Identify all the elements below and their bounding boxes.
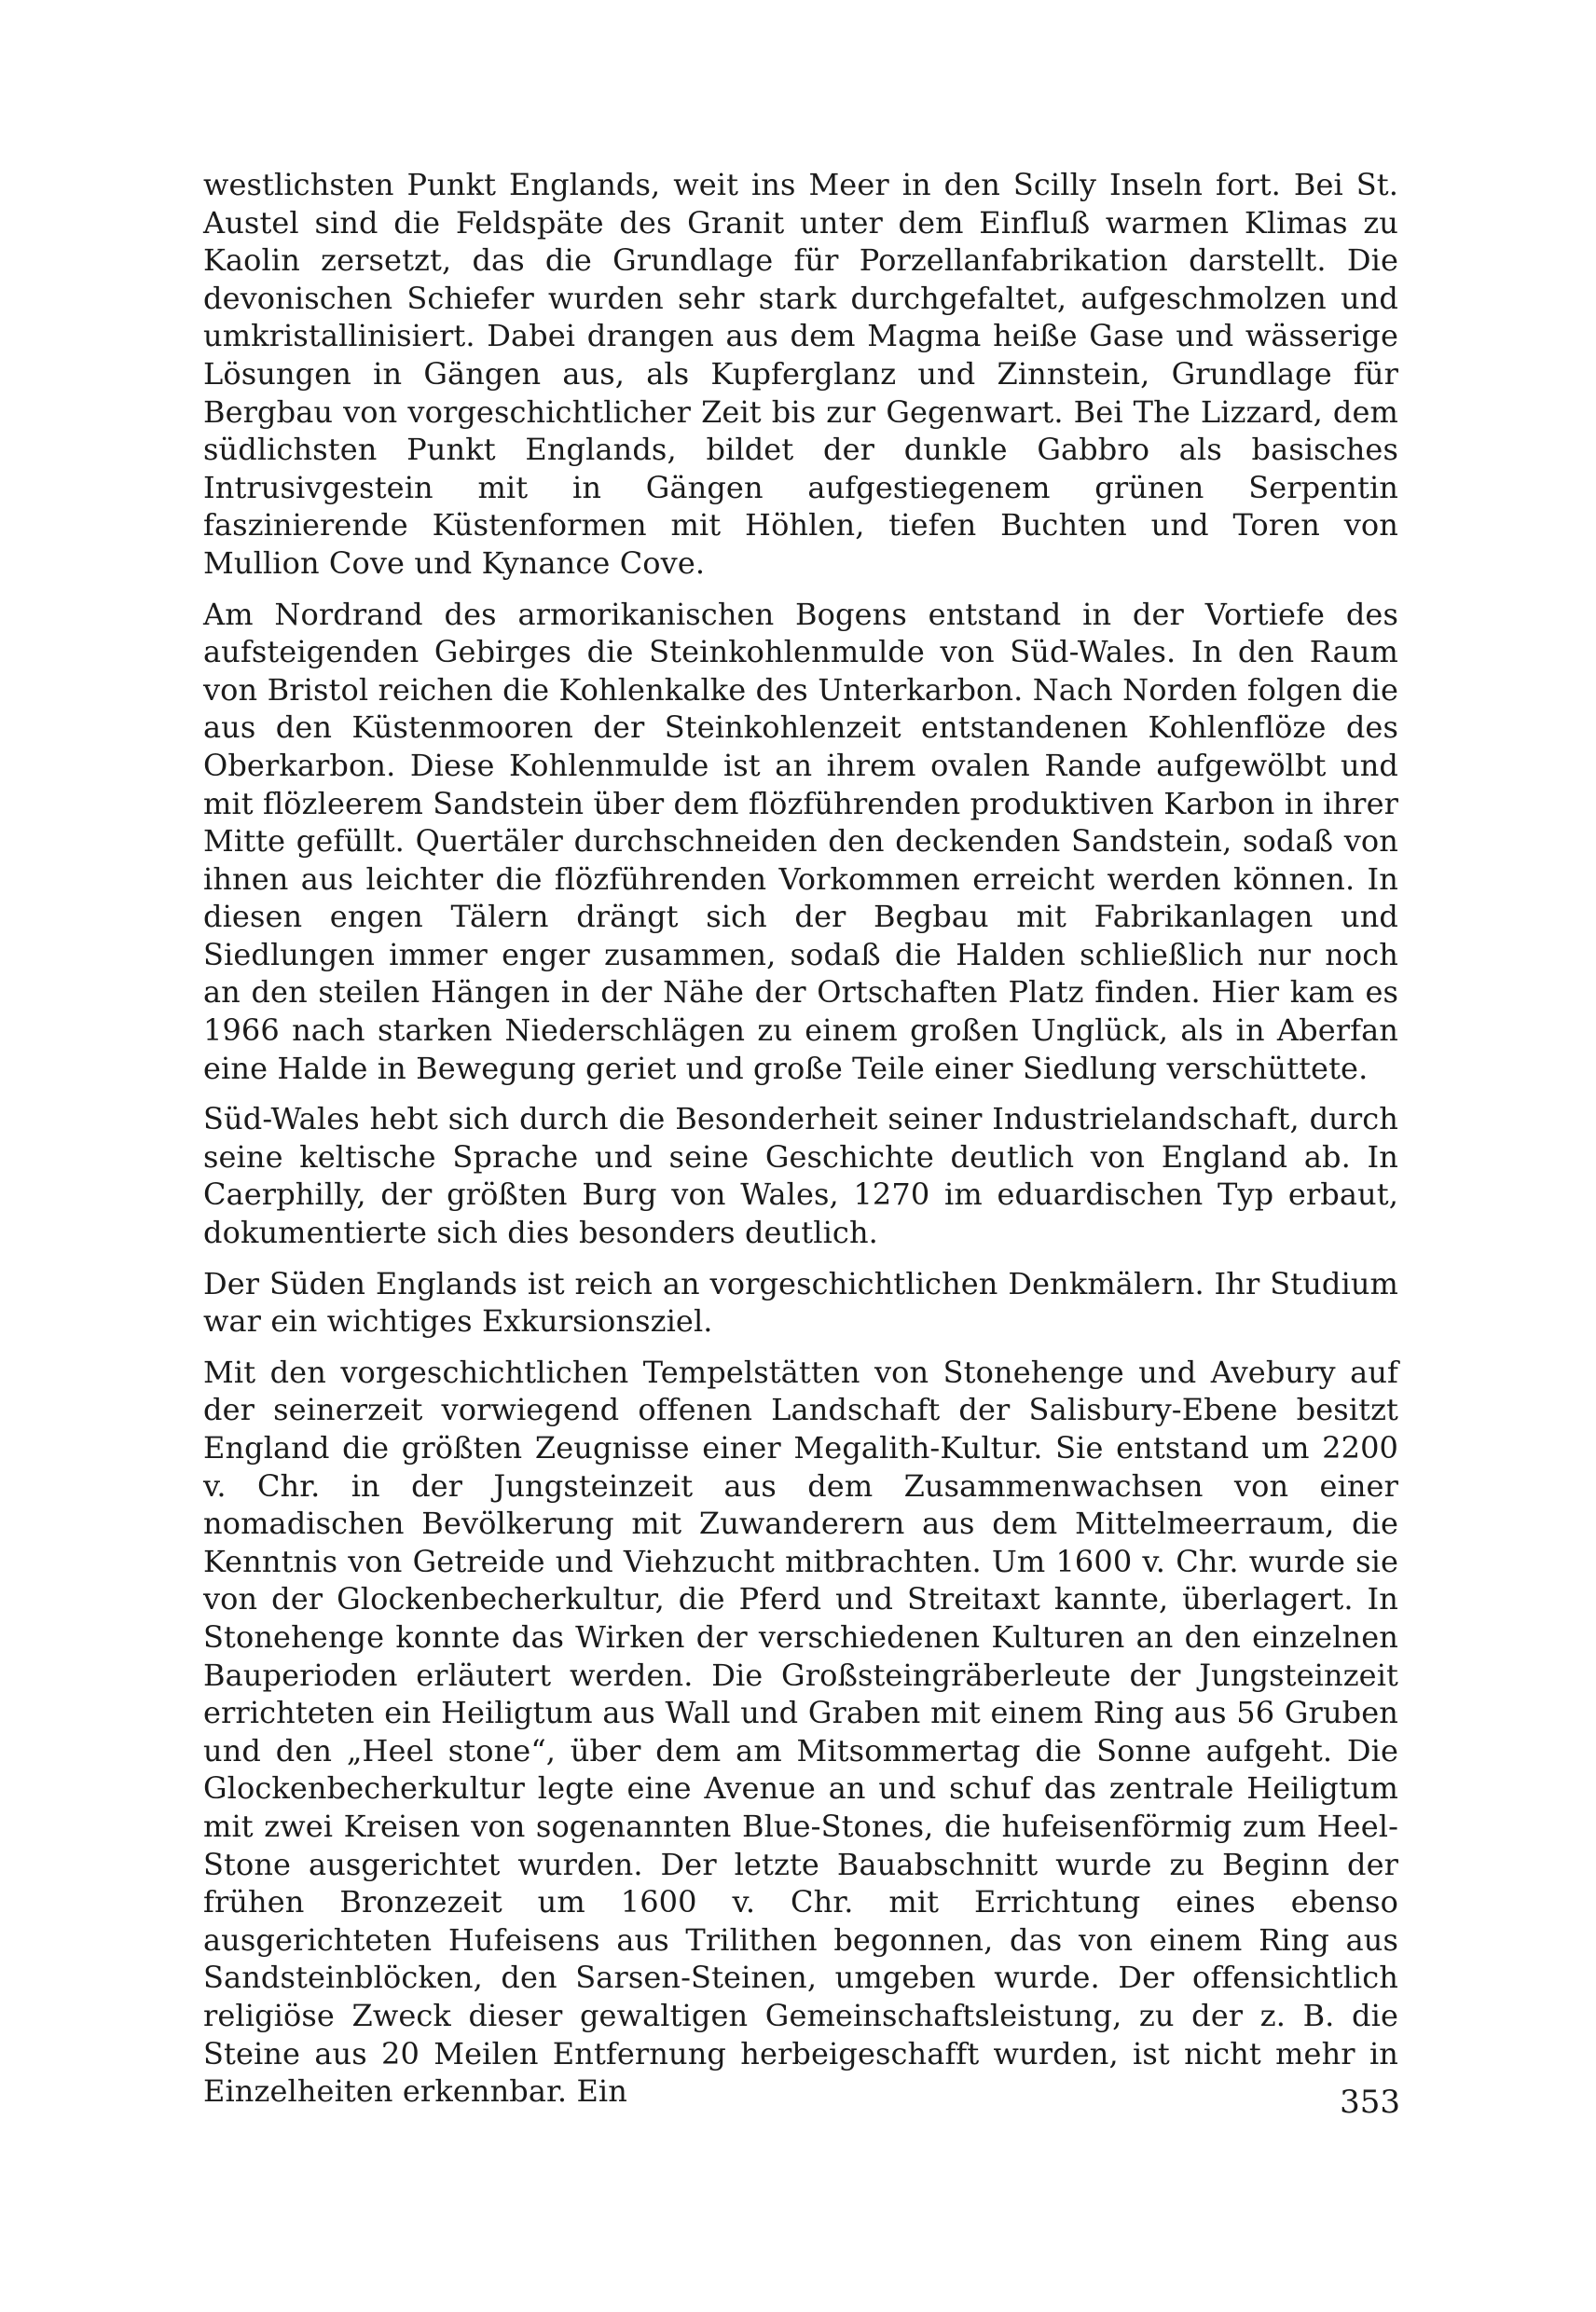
page-number: 353 [1340,2084,1400,2121]
paragraph-south-wales-culture: Süd-Wales hebt sich durch die Besonderheit seiner Industrielandschaft, durch seine keltische Sprache und seine Geschichte deutlich von England ab. In Caerphilly, der größten Burg von Wales, 1270 im eduardischen Typ erbaut, dokumentierte sich dies besonders deutlich. [203,1101,1398,1251]
paragraph-stonehenge: Mit den vorgeschichtlichen Tempelstätten von Stonehenge und Avebury auf der seinerzeit vorwiegend offenen Landschaft der Salisbury-Ebene besitzt England die größten Zeugnisse einer Megalith-Kultur. Sie entstand um 2200 v. Chr. in der Jungsteinzeit aus dem Zusammenwachsen von einer nomadischen Bevölkerung mit Zuwanderern aus dem Mittelmeerraum, die Kenntnis von Getreide und Viehzucht mitbrachten. Um 1600 v. Chr. wurde sie von der Glockenbecherkultur, die Pferd und Streitaxt kannte, überlagert. In Stonehenge konnte das Wirken der verschiedenen Kulturen an den einzelnen Bauperioden erläutert werden. Die Großsteingräberleute der Jungsteinzeit errichteten ein Heiligtum aus Wall und Graben mit einem Ring aus 56 Gruben und den „Heel stone“, über dem am Mitsommertag die Sonne aufgeht. Die Glockenbecherkultur legte eine Avenue an und schuf das zentrale Heiligtum mit zwei Kreisen von sogenannten Blue-Stones, die hufeisenförmig zum Heel-Stone ausgerichtet wurden. Der letzte Bauabschnitt wurde zu Beginn der frühen Bronzezeit um 1600 v. Chr. mit Errichtung eines ebenso ausgerichteten Hufeisens aus Trilithen begonnen, das von einem Ring aus Sandsteinblöcken, den Sarsen-Steinen, umgeben wurde. Der offensichtlich religiöse Zweck dieser gewaltigen Gemeinschaftsleistung, zu der z. B. die Steine aus 20 Meilen Entfernung herbeigeschafft wurden, ist nicht mehr in Einzelheiten erkennbar. Ein [203,1354,1398,2110]
paragraph-southern-monuments: Der Süden Englands ist reich an vorgeschichtlichen Denkmälern. Ihr Studium war ein wichtiges Exkursionsziel. [203,1265,1398,1340]
body-text [203,166,1398,2111]
paragraph-south-wales-coal: Am Nordrand des armorikanischen Bogens entstand in der Vortiefe des aufsteigenden Gebirges die Steinkohlenmulde von Süd-Wales. In den Raum von Bristol reichen die Kohlenkalke des Unterkarbon. Nach Norden folgen die aus den Küstenmooren der Steinkohlenzeit entstandenen Kohlenflöze des Oberkarbon. Diese Kohlenmulde ist an ihrem ovalen Rande aufgewölbt und mit flözleerem Sandstein über dem flözführenden produktiven Karbon in ihrer Mitte gefüllt. Quertäler durchschneiden den deckenden Sandstein, sodaß von ihnen aus leichter die flözführenden Vorkommen erreicht werden können. In diesen engen Tälern drängt sich der Begbau mit Fabrikanlagen und Siedlungen immer enger zusammen, sodaß die Halden schließlich nur noch an den steilen Hängen in der Nähe der Ortschaften Platz finden. Hier kam es 1966 nach starken Niederschlägen zu einem großen Unglück, als in Aberfan eine Halde in Bewegung geriet und große Teile einer Siedlung verschüttete. [203,596,1398,1086]
paragraph-cornwall-geology: westlichsten Punkt Englands, weit ins Meer in den Scilly Inseln fort. Bei St. Austel sind die Feldspäte des Granit unter dem Einfluß warmen Klimas zu Kaolin zersetzt, das die Grundlage für Porzellanfabrikation darstellt. Die devonischen Schiefer wurden sehr stark durchgefaltet, aufgeschmolzen und umkristallinisiert. Dabei drangen aus dem Magma heiße Gase und wässerige Lösungen in Gängen aus, als Kupferglanz und Zinnstein, Grundlage für Bergbau von vorgeschichtlicher Zeit bis zur Gegenwart. Bei The Lizzard, dem südlichsten Punkt Englands, bildet der dunkle Gabbro als basisches Intrusivgestein mit in Gängen aufgestiegenem grünen Serpentin faszinierende Küstenformen mit Höhlen, tiefen Buchten und Toren von Mullion Cove und Kynance Cove. [203,167,1398,581]
